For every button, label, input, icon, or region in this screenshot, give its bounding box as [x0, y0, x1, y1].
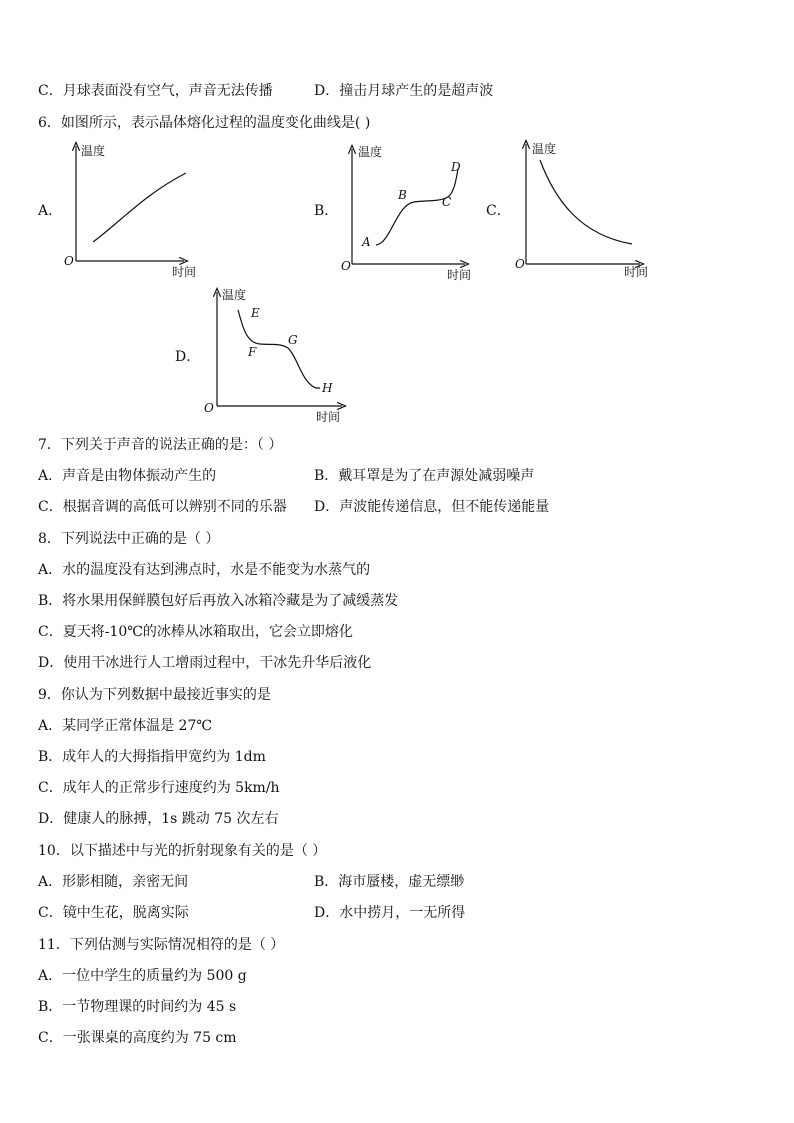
point-f: F — [248, 345, 257, 359]
q8-option-b: B．将水果用保鲜膜包好后再放入冰箱冷藏是为了减缓蒸发 — [38, 593, 399, 609]
q9-option-b: B．成年人的大拇指指甲宽约为 1dm — [38, 749, 266, 765]
q9-option-c: C．成年人的正常步行速度约为 5km/h — [38, 780, 280, 796]
q5-option-c: C．月球表面没有空气，声音无法传播 — [38, 83, 273, 99]
q8-option-a: A．水的温度没有达到沸点时，水是不能变为水蒸气的 — [38, 562, 371, 578]
q10-option-d: D．水中捞月，一无所得 — [314, 905, 466, 921]
q8-option-c: C．夏天将-10℃的冰棒从冰箱取出，它会立即熔化 — [38, 624, 353, 640]
origin-label: O — [204, 401, 214, 415]
q6-stem: 6．如图所示，表示晶体熔化过程的温度变化曲线是( ) — [38, 115, 371, 131]
q6-label-b: B． — [314, 203, 339, 219]
x-axis-label: 时间 — [316, 410, 341, 424]
point-c: C — [442, 195, 452, 209]
point-h: H — [322, 381, 333, 395]
q9-stem: 9．你认为下列数据中最接近事实的是 — [38, 687, 271, 703]
point-g: G — [288, 333, 298, 347]
x-axis-label: 时间 — [624, 265, 649, 279]
q8-option-d: D．使用干冰进行人工增雨过程中，干冰先升华后液化 — [38, 655, 372, 671]
x-axis-label: 时间 — [447, 268, 472, 282]
q10-option-b: B．海市蜃楼，虚无缥缈 — [314, 874, 465, 890]
q5-option-d: D．撞击月球产生的是超声波 — [314, 83, 494, 99]
x-axis-label: 时间 — [172, 265, 197, 279]
q7-option-b: B．戴耳罩是为了在声源处减弱噪声 — [314, 468, 535, 484]
q11-option-a: A．一位中学生的质量约为 500 g — [38, 968, 247, 984]
graph-d — [200, 288, 340, 423]
q7-option-a: A．声音是由物体振动产生的 — [38, 468, 217, 484]
y-axis-label: 温度 — [532, 142, 557, 156]
q11-option-c: C．一张课桌的高度约为 75 cm — [38, 1030, 237, 1046]
y-axis-label: 温度 — [358, 145, 383, 159]
q8-stem: 8．下列说法中正确的是（ ） — [38, 531, 220, 547]
q11-option-b: B．一节物理课的时间约为 45 s — [38, 999, 237, 1015]
graph-c — [510, 140, 650, 279]
q6-label-d: D． — [175, 349, 201, 365]
point-e: E — [251, 306, 260, 320]
point-d: D — [451, 160, 461, 174]
q11-stem: 11．下列估测与实际情况相符的是（ ） — [38, 937, 285, 953]
origin-label: O — [515, 257, 525, 271]
q7-option-d: D．声波能传递信息，但不能传递能量 — [314, 499, 550, 515]
q6-label-a: A． — [38, 203, 63, 219]
origin-label: O — [341, 259, 351, 273]
q9-option-a: A．某同学正常体温是 27℃ — [38, 718, 213, 734]
graph-b — [336, 145, 476, 280]
point-a: A — [362, 235, 371, 249]
q10-stem: 10．以下描述中与光的折射现象有关的是（ ） — [38, 843, 327, 859]
temperature-curve — [93, 173, 186, 242]
cooling-curve — [540, 160, 632, 244]
origin-label: O — [64, 254, 74, 268]
q10-option-c: C．镜中生花，脱离实际 — [38, 905, 189, 921]
q6-label-c: C． — [486, 203, 511, 219]
q7-option-c: C．根据音调的高低可以辨别不同的乐器 — [38, 499, 287, 515]
y-axis-label: 温度 — [81, 144, 106, 158]
q7-stem: 7．下列关于声音的说法正确的是：（ ） — [38, 437, 283, 453]
q9-option-d: D．健康人的脉搏，1s 跳动 75 次左右 — [38, 811, 279, 827]
y-axis-label: 温度 — [222, 288, 247, 302]
graph-a — [60, 142, 200, 277]
q10-option-a: A．形影相随，亲密无间 — [38, 874, 189, 890]
point-b: B — [398, 188, 407, 202]
